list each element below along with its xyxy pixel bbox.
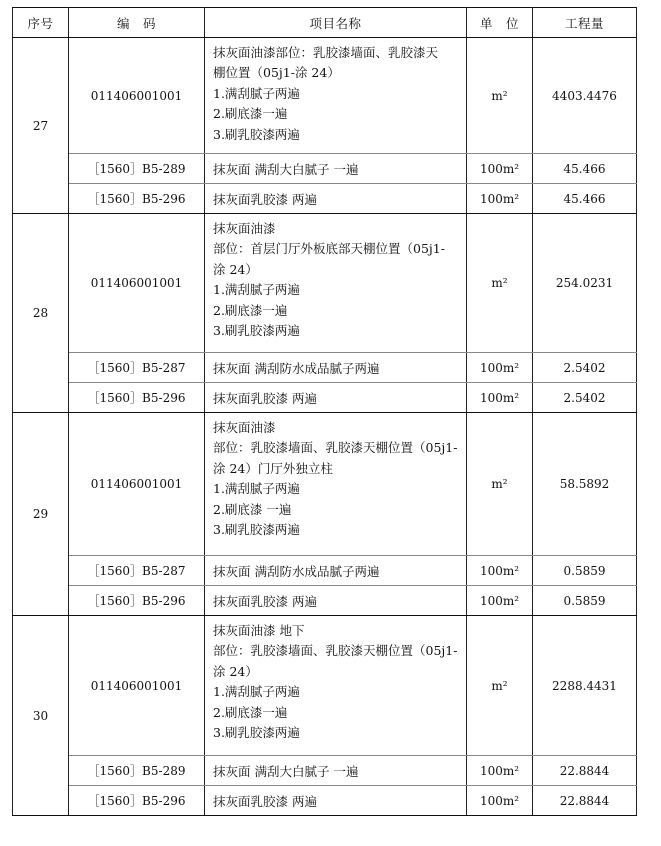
sub-name: 抹灰面乳胶漆 两遍 (205, 586, 467, 616)
header-no: 序号 (13, 8, 69, 38)
desc-line: 抹灰面油漆 (213, 221, 276, 236)
desc-line: 涂 24）门厅外独立柱 (213, 460, 333, 476)
item-quantity: 58.5892 (533, 413, 637, 556)
item-quantity: 254.0231 (533, 214, 637, 353)
table-row (13, 184, 637, 214)
sub-code: ［1560］B5-296 (69, 586, 205, 616)
desc-line: 1.满刮腻子两遍 (213, 282, 300, 298)
quantity-table (12, 7, 637, 816)
item-unit: m² (467, 214, 533, 353)
item-description (205, 413, 467, 556)
item-quantity: 2288.4431 (533, 616, 637, 756)
row-number: 28 (13, 214, 69, 413)
desc-line: 1.满刮腻子两遍 (213, 481, 300, 497)
item-unit: m² (467, 38, 533, 154)
desc-line: 2.刷底漆 一遍 (213, 501, 292, 517)
item-description (205, 616, 467, 756)
desc-line: 涂 24） (213, 663, 258, 679)
sub-unit: 100m² (467, 556, 533, 586)
sub-name: 抹灰面 满刮防水成品腻子两遍 (205, 353, 467, 383)
header-unit: 单 位 (467, 8, 533, 38)
table-row (13, 383, 637, 413)
sub-unit: 100m² (467, 756, 533, 786)
sub-name: 抹灰面乳胶漆 两遍 (205, 786, 467, 816)
item-code: 011406001001 (69, 214, 205, 353)
sub-quantity: 22.8844 (533, 786, 637, 816)
desc-line: 抹灰面油漆 (213, 420, 276, 435)
table-row (13, 154, 637, 184)
item-description (205, 214, 467, 353)
sub-quantity: 2.5402 (533, 383, 637, 413)
sub-quantity: 45.466 (533, 184, 637, 214)
sub-quantity: 22.8844 (533, 756, 637, 786)
sub-code: ［1560］B5-289 (69, 154, 205, 184)
desc-line: 1.满刮腻子两遍 (213, 85, 300, 101)
item-unit: m² (467, 413, 533, 556)
item-description (205, 38, 467, 154)
sub-code: ［1560］B5-296 (69, 786, 205, 816)
sub-unit: 100m² (467, 586, 533, 616)
header-quantity: 工程量 (533, 8, 637, 38)
sub-code: ［1560］B5-289 (69, 756, 205, 786)
table-row (13, 38, 637, 154)
header-code: 编 码 (69, 8, 205, 38)
desc-line: 涂 24） (213, 261, 258, 277)
item-code: 011406001001 (69, 616, 205, 756)
desc-line: 2.刷底漆一遍 (213, 106, 288, 122)
sub-code: ［1560］B5-296 (69, 184, 205, 214)
sub-name: 抹灰面乳胶漆 两遍 (205, 383, 467, 413)
sub-code: ［1560］B5-287 (69, 556, 205, 586)
header-row (13, 8, 637, 38)
sub-unit: 100m² (467, 786, 533, 816)
desc-line: 部位：乳胶漆墙面、乳胶漆天棚位置（05j1- (213, 643, 458, 659)
desc-line: 3.刷乳胶漆两遍 (213, 725, 300, 741)
row-number: 30 (13, 616, 69, 816)
desc-line: 抹灰面油漆 地下 (213, 623, 305, 638)
desc-line: 棚位置（05j1-涂 24） (213, 65, 340, 81)
sub-code: ［1560］B5-287 (69, 353, 205, 383)
table-row (13, 353, 637, 383)
sub-quantity: 0.5859 (533, 556, 637, 586)
item-unit: m² (467, 616, 533, 756)
table-row (13, 616, 637, 756)
sub-name: 抹灰面 满刮大白腻子 一遍 (205, 756, 467, 786)
desc-line: 3.刷乳胶漆两遍 (213, 126, 300, 142)
item-quantity: 4403.4476 (533, 38, 637, 154)
desc-line: 1.满刮腻子两遍 (213, 684, 300, 700)
desc-line: 抹灰面油漆部位：乳胶漆墙面、乳胶漆天 (213, 45, 439, 60)
row-number: 29 (13, 413, 69, 616)
header-item-name: 项目名称 (205, 8, 467, 38)
sub-name: 抹灰面 满刮大白腻子 一遍 (205, 154, 467, 184)
sub-name: 抹灰面 满刮防水成品腻子两遍 (205, 556, 467, 586)
item-code: 011406001001 (69, 38, 205, 154)
table-row (13, 556, 637, 586)
table-row (13, 756, 637, 786)
sub-code: ［1560］B5-296 (69, 383, 205, 413)
sub-quantity: 2.5402 (533, 353, 637, 383)
sub-unit: 100m² (467, 184, 533, 214)
desc-line: 2.刷底漆一遍 (213, 704, 288, 720)
row-number: 27 (13, 38, 69, 214)
desc-line: 3.刷乳胶漆两遍 (213, 323, 300, 339)
sub-unit: 100m² (467, 383, 533, 413)
desc-line: 部位：乳胶漆墙面、乳胶漆天棚位置（05j1- (213, 440, 458, 456)
desc-line: 2.刷底漆一遍 (213, 302, 288, 318)
desc-line: 部位：首层门厅外板底部天棚位置（05j1- (213, 241, 445, 257)
table-row (13, 586, 637, 616)
item-code: 011406001001 (69, 413, 205, 556)
sub-name: 抹灰面乳胶漆 两遍 (205, 184, 467, 214)
table-row (13, 214, 637, 353)
sub-quantity: 0.5859 (533, 586, 637, 616)
table-row (13, 413, 637, 556)
sub-unit: 100m² (467, 353, 533, 383)
desc-line: 3.刷乳胶漆两遍 (213, 522, 300, 538)
sub-unit: 100m² (467, 154, 533, 184)
sub-quantity: 45.466 (533, 154, 637, 184)
table-row (13, 786, 637, 816)
